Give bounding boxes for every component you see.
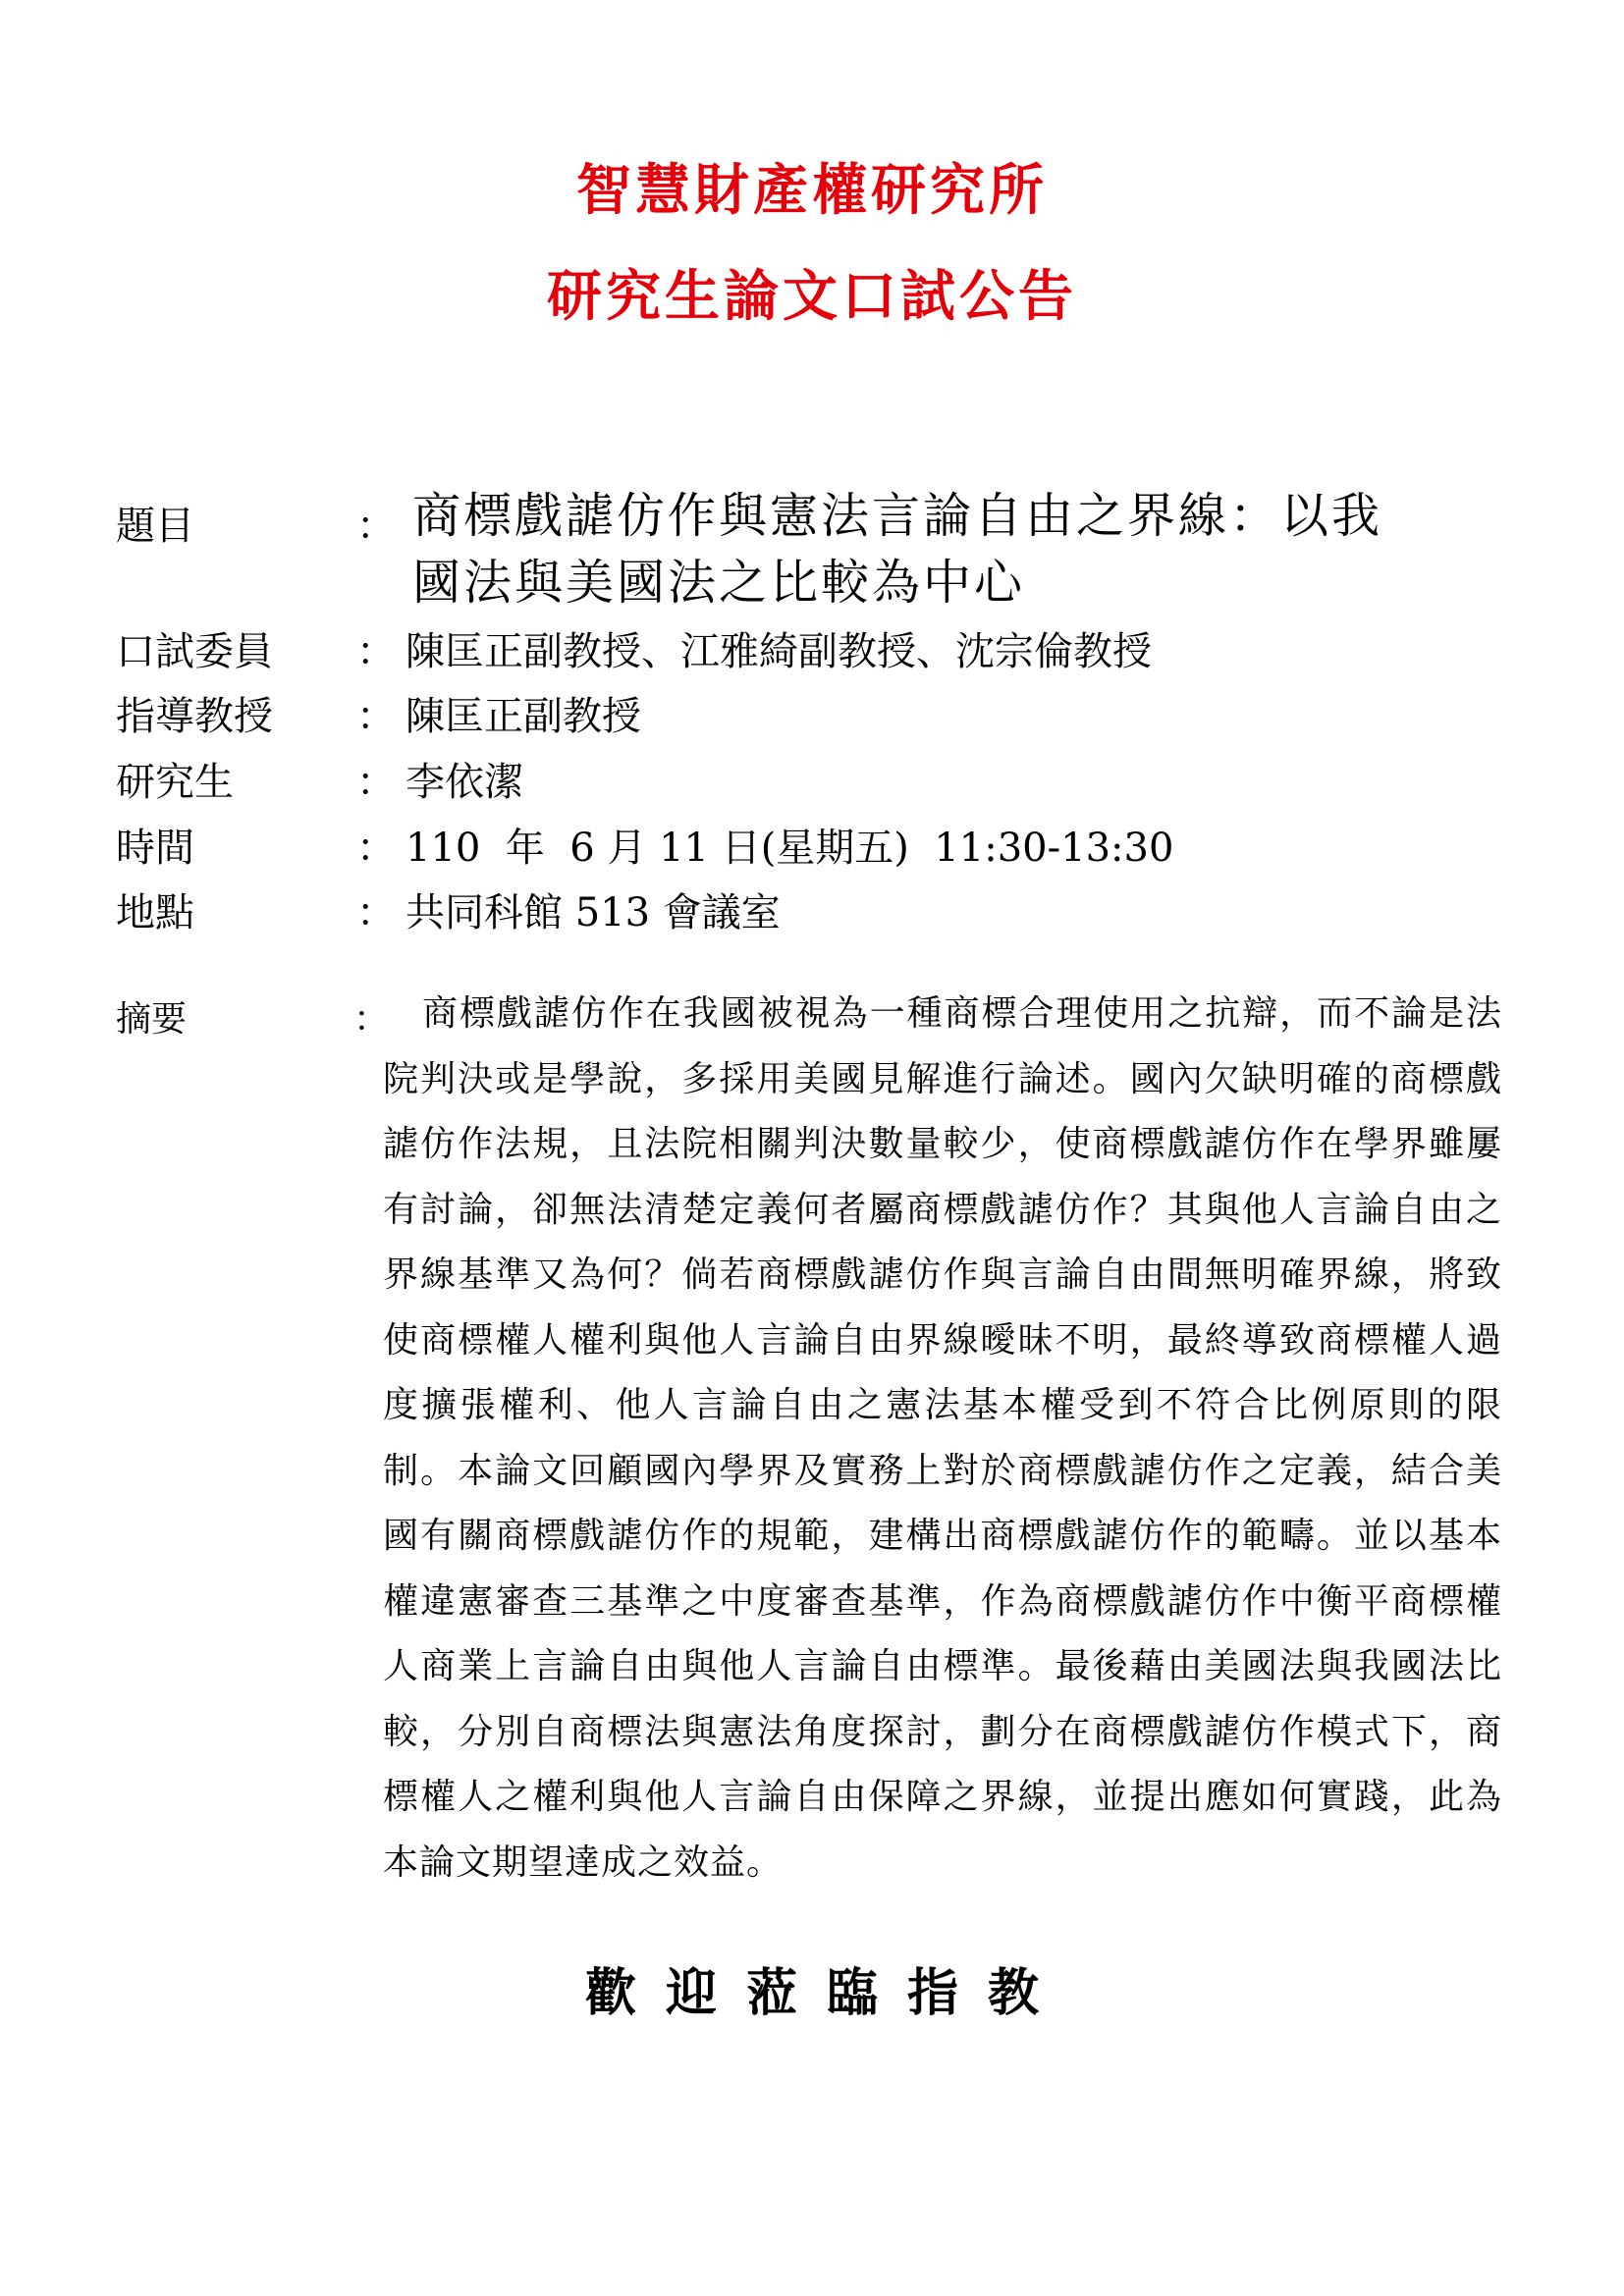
field-topic (116, 483, 1510, 620)
location-colon: ： (356, 890, 396, 935)
student-label: 研究生 (116, 760, 234, 805)
committee-label: 口試委員 (116, 629, 273, 674)
committee-value: 陳匡正副教授、江雅綺副教授、沈宗倫教授 (406, 629, 1152, 674)
welcome-message: 歡迎蒞臨指教 (584, 1963, 1068, 2023)
abstract-colon: ： (353, 999, 390, 1040)
location-value: 共同科館 513 會議室 (406, 890, 781, 935)
student-value: 李依潔 (406, 760, 523, 805)
time-colon: ： (356, 826, 396, 871)
location-label: 地點 (116, 890, 194, 935)
student-colon: ： (356, 760, 396, 805)
topic-value: 商標戲謔仿作與憲法言論自由之界線：以我國法與美國法之比較為中心 (412, 488, 1383, 611)
committee-colon: ： (356, 629, 396, 674)
title-institute: 智慧財產權研究所 (576, 158, 1048, 223)
abstract-label: 摘要 (116, 999, 188, 1040)
advisor-value: 陳匡正副教授 (406, 694, 641, 739)
advisor-colon: ： (356, 694, 396, 739)
topic-colon: ： (356, 504, 396, 549)
topic-label: 題目 (116, 504, 194, 549)
advisor-label: 指導教授 (116, 694, 273, 739)
time-label: 時間 (116, 826, 194, 871)
time-value: 110 年 6 月 11 日(星期五) 11:30-13:30 (406, 826, 1174, 871)
title-announcement: 研究生論文口試公告 (547, 264, 1077, 329)
abstract-text: 商標戲謔仿作在我國被視為一種商標合理使用之抗辯，而不論是法院判決或是學說，多採用美國見解進行論述。國內欠缺明確的商標戲謔仿作法規，且法院相關判決數量較少，使商標戲謔仿作在學界雖屢有討論，卻無法清楚定義何者屬商標戲謔仿作？其與他人言論自由之界線基準又為何？倘若商標戲謔仿作與言論自由間無明確界線，將致使商標權人權利與他人言論自由界線曖昧不明，最終導致商標權人過度擴張權利、他人言論自由之憲法基本權受到不符合比例原則的限制。本論文回顧國內學界及實務上對於商標戲謔仿作之定義，結合美國有關商標戲謔仿作的規範，建構出商標戲謔仿作的範疇。並以基本權違憲審查三基準之中度審查基準，作為商標戲謔仿作中衡平商標權人商業上言論自由與他人言論自由標準。最後藉由美國法與我國法比較，分別自商標法與憲法角度探討，劃分在商標戲謔仿作模式下，商標權人之權利與他人言論自由保障之界線，並提出應如何實踐，此為本論文期望達成之效益。 (383, 993, 1502, 1883)
